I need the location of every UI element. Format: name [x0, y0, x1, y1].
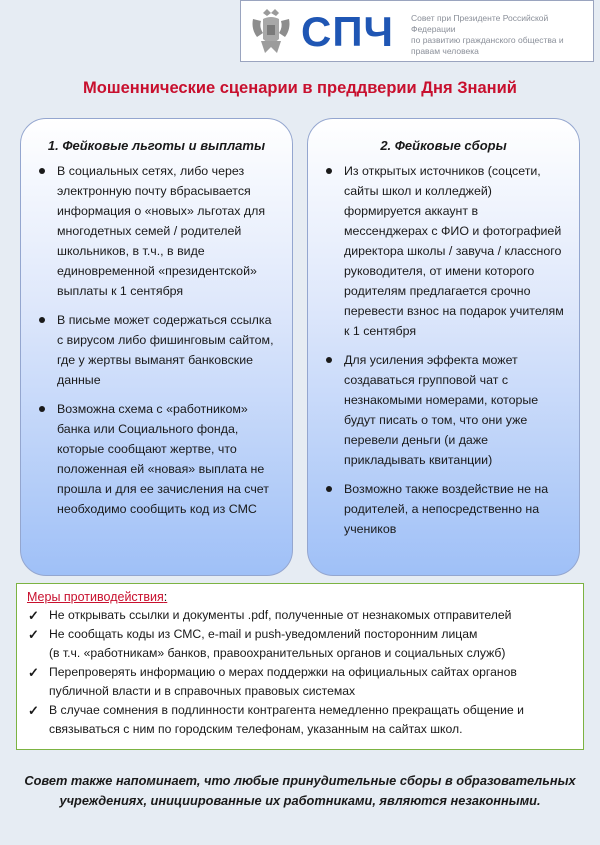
list-item: ✓ Не сообщать коды из СМС, e-mail и push-уведомлений посторонним лицам (в т.ч. «работникам» банков, правоохранительных органов и социальных служб) [28, 627, 506, 660]
countermeasures-title: Меры противодействия: [27, 590, 168, 604]
bullet-list [308, 161, 579, 539]
list-item: Для усиления эффекта может создаваться групповой чат с незнакомыми номерами, которые будут писать о том, что они уже перевели деньги (и даже прикладывать квитанции) [344, 350, 565, 470]
list-item: ✓ Перепроверять информацию о мерах поддержки на официальных сайтах органов публичной власти и в справочных правовых системах [28, 665, 517, 698]
card-title: 1. Фейковые льготы и выплаты [47, 138, 266, 153]
checkmark-icon: ✓ [28, 665, 39, 680]
organization-name: Совет при Президенте Российской Федерации по развитию гражданского общества и правам человека [411, 13, 564, 56]
checkmark-icon: ✓ [28, 608, 39, 623]
list-item: Возможна схема с «работником» банка или Социального фонда, которые сообщают жертве, что положенная ей «новая» выплата не прошла и для ее зачисления на счет необходимо сообщить код из СМС [57, 399, 278, 519]
card-title: 2. Фейковые сборы [380, 138, 507, 153]
card-fake-benefits [20, 118, 293, 576]
list-item: В социальных сетях, либо через электронную почту вбрасывается информация о «новых» льготах для многодетных семей / родителей школьников, в т.ч., в виде единовременной «президентской» выплаты к 1 сентября [57, 161, 278, 301]
checkmark-icon: ✓ [28, 703, 39, 718]
list-item: В письме может содержаться ссылка с вирусом либо фишинговым сайтом, где у жертвы выманят банковские данные [57, 310, 278, 390]
coat-of-arms-icon [249, 7, 293, 57]
checkmark-icon: ✓ [28, 627, 39, 642]
header-logo-box [240, 0, 594, 62]
card-fake-collections [307, 118, 580, 576]
footer-note: Совет также напоминает, что любые принудительные сборы в образовательных учреждениях, инициированные их работниками, являются незаконными. [24, 773, 576, 808]
checklist [27, 606, 573, 739]
list-item: ✓ В случае сомнения в подлинности контрагента немедленно прекращать общение и связываться с ним по городским телефонам, указанным на сайтах школ. [28, 703, 524, 736]
list-item: ✓ Не открывать ссылки и документы .pdf, полученные от незнакомых отправителей [28, 608, 512, 623]
logo-text: СПЧ [301, 8, 395, 55]
list-item: Возможно также воздействие не на родителей, а непосредственно на учеников [344, 479, 565, 539]
countermeasures-box [16, 583, 584, 750]
list-item: Из открытых источников (соцсети, сайты школ и колледжей) формируется аккаунт в мессенджерах с ФИО и фотографией директора школы / завуча / классного руководителя, от имени которого родителям предлагается срочно перевести взнос на подарок учителям к 1 сентября [344, 161, 565, 341]
bullet-list [21, 161, 292, 519]
page-title: Мошеннические сценарии в преддверии Дня Знаний [83, 79, 517, 97]
